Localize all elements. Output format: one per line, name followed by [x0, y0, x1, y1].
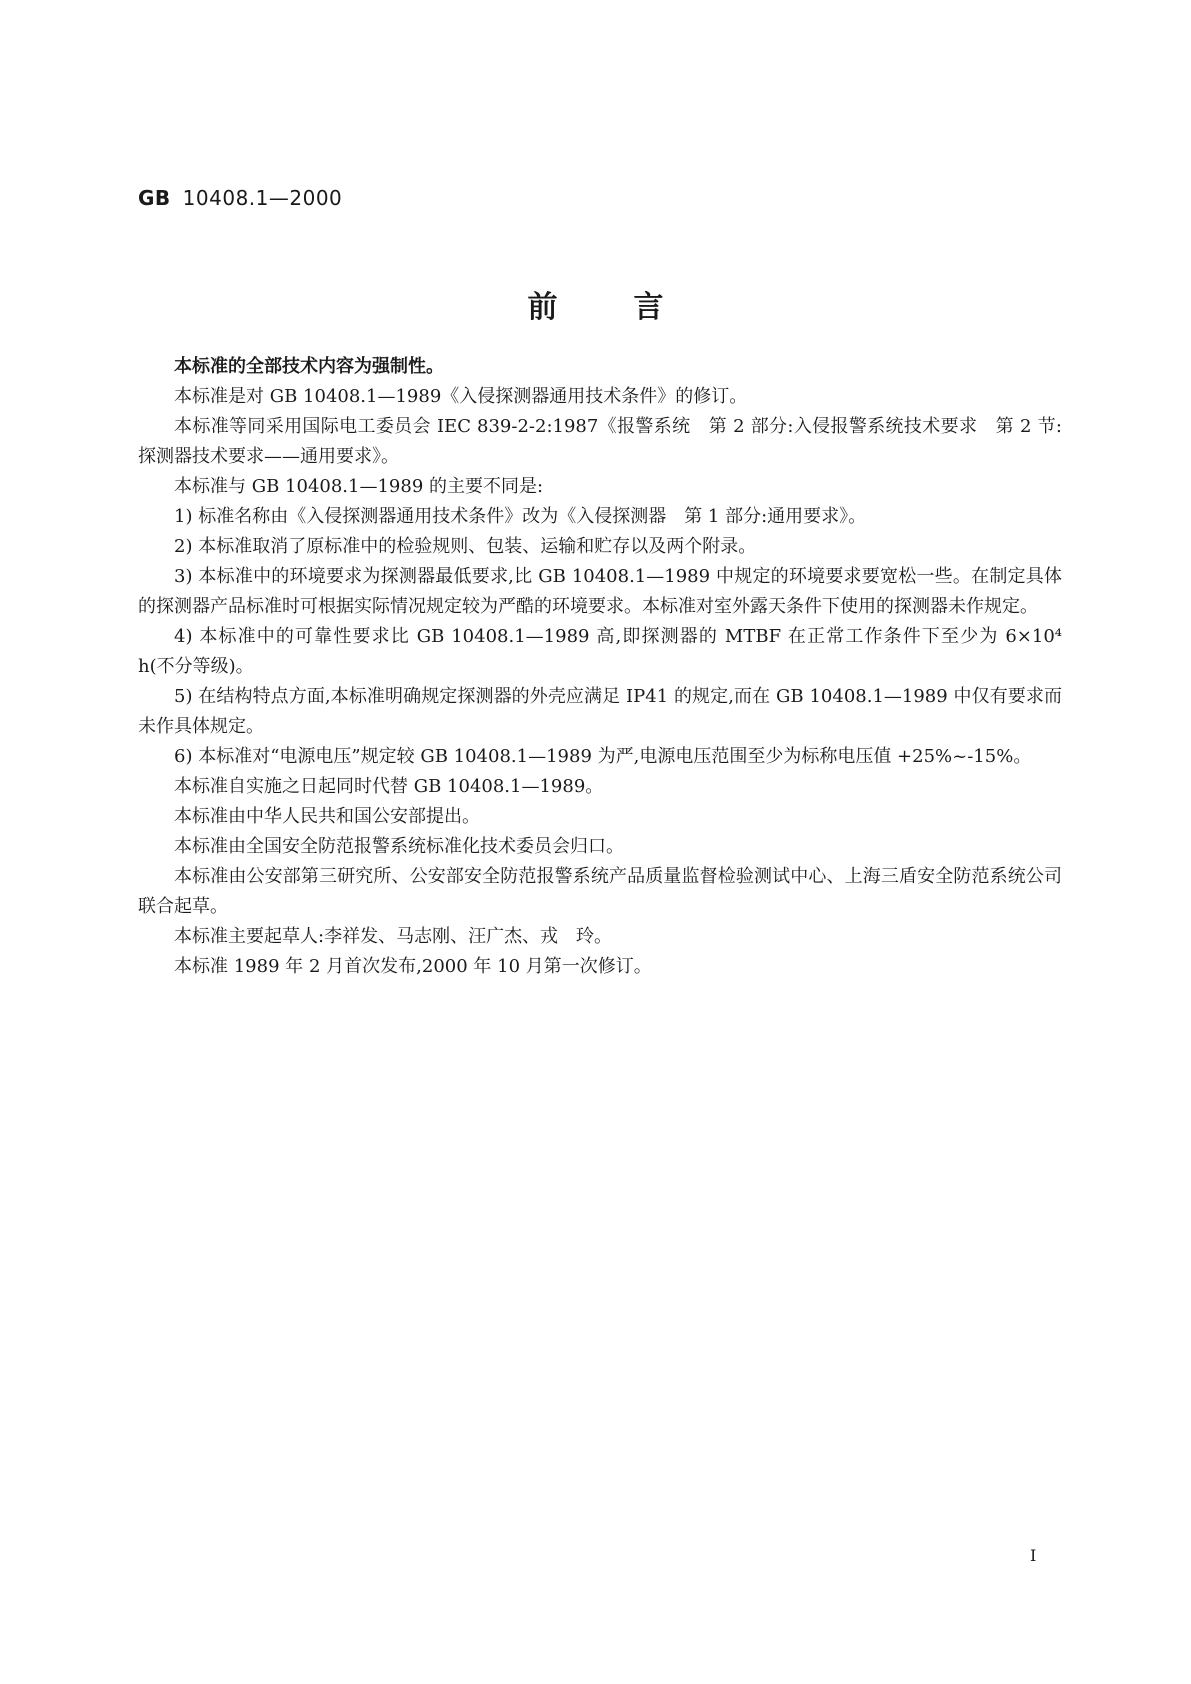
- list-item: 6) 本标准对“电源电压”规定较 GB 10408.1—1989 为严,电源电压范围至少为标称电压值 +25%~-15%。: [174, 746, 1032, 767]
- list-item: 1) 标准名称由《入侵探测器通用技术条件》改为《入侵探测器 第 1 部分:通用要求》。: [174, 506, 867, 527]
- paragraph-supersedes: 本标准自实施之日起同时代替 GB 10408.1—1989。: [174, 776, 604, 797]
- paragraph-equivalence: 本标准等同采用国际电工委员会 IEC 839-2-2:1987《报警系统 第 2 部分:入侵报警系统技术要求 第 2 节:探测器技术要求——通用要求》。: [138, 416, 1062, 467]
- paragraph-mandatory: 本标准的全部技术内容为强制性。: [174, 356, 444, 377]
- paragraph-revision: 本标准是对 GB 10408.1—1989《入侵探测器通用技术条件》的修订。: [174, 386, 748, 407]
- paragraph-drafted-by: 本标准由公安部第三研究所、公安部安全防范报警系统产品质量监督检验测试中心、上海三盾安全防范系统公司联合起草。: [138, 866, 1062, 917]
- standard-prefix: GB: [138, 186, 171, 210]
- foreword-body: [138, 352, 1062, 982]
- paragraph-history: 本标准 1989 年 2 月首次发布,2000 年 10 月第一次修订。: [174, 956, 652, 977]
- paragraph-proposed-by: 本标准由中华人民共和国公安部提出。: [174, 806, 480, 827]
- page-number: I: [1030, 1546, 1037, 1565]
- list-item: 3) 本标准中的环境要求为探测器最低要求,比 GB 10408.1—1989 中规定的环境要求要宽松一些。在制定具体的探测器产品标准时可根据实际情况规定较为严酷的环境要求。本标准对室外露天条件下使用的探测器未作规定。: [138, 566, 1062, 617]
- page-title: 前言: [527, 290, 740, 325]
- paragraph-centralized-by: 本标准由全国安全防范报警系统标准化技术委员会归口。: [174, 836, 624, 857]
- document-header: [138, 186, 342, 210]
- standard-number: 10408.1—2000: [182, 186, 343, 210]
- paragraph-drafters: 本标准主要起草人:李祥发、马志刚、汪广杰、戎 玲。: [174, 926, 613, 947]
- paragraph-differences-intro: 本标准与 GB 10408.1—1989 的主要不同是:: [174, 476, 544, 497]
- list-item: 5) 在结构特点方面,本标准明确规定探测器的外壳应满足 IP41 的规定,而在 GB 10408.1—1989 中仅有要求而未作具体规定。: [138, 686, 1062, 737]
- list-item: 4) 本标准中的可靠性要求比 GB 10408.1—1989 高,即探测器的 MTBF 在正常工作条件下至少为 6×10⁴ h(不分等级)。: [138, 626, 1062, 677]
- list-item: 2) 本标准取消了原标准中的检验规则、包装、运输和贮存以及两个附录。: [174, 536, 757, 557]
